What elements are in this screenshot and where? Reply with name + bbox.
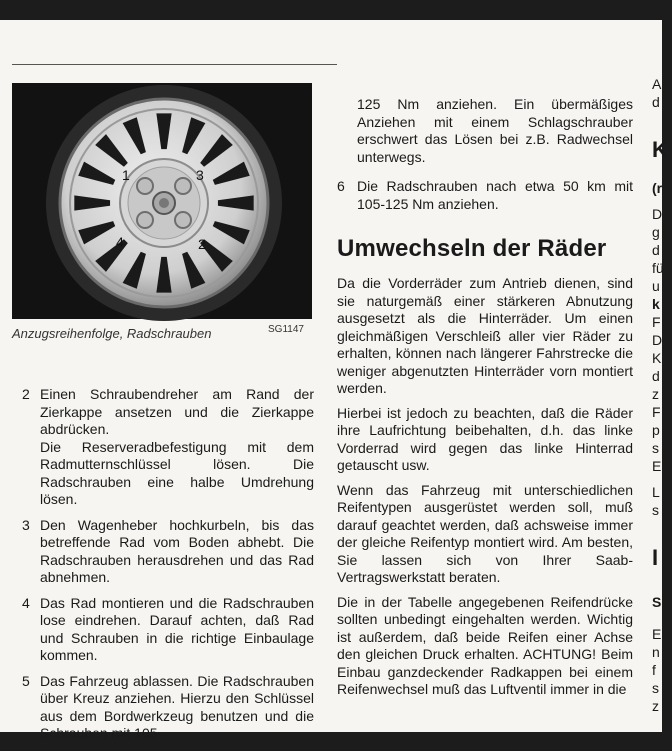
edge-letter: s: [652, 502, 659, 518]
paragraph: Wenn das Fahrzeug mit unterschiedlichen Reifentypen ausgerüstet werden soll, muß darauf geachtet werden, daß achsweise immer der gleiche Reifentyp montiert wird. Am besten, Sie lassen sich von Ihrer Saab-Vertragswerkstatt beraten.: [337, 481, 633, 585]
edge-letter: fü: [652, 260, 664, 276]
left-steps: [22, 386, 314, 751]
paragraph: Da die Vorderräder zum Antrieb dienen, sind sie naturgemäß einer stärkeren Abnutzung ausgesetzt als die Hinterräder. Um einen gleichmäßigen Verschleiß aller vier Räder zu erhalten, können nach längerer Fahrstrecke die weniger abgenutzten Hinterräder vorn montiert werden.: [337, 275, 633, 396]
bolt-label-3: 3: [196, 167, 204, 183]
step-number: 3: [22, 516, 30, 533]
header-rule: [12, 64, 337, 65]
wheel-photo: [12, 83, 312, 319]
edge-letter: d: [652, 368, 660, 384]
edge-letter: S: [652, 594, 662, 610]
edge-letter: s: [652, 680, 659, 696]
edge-letter: D: [652, 206, 663, 222]
bolt-label-1: 1: [122, 167, 130, 183]
step-continuation: [337, 96, 633, 166]
edge-letter: F: [652, 314, 661, 330]
figure-caption: Anzugsreihenfolge, Radschrauben: [12, 326, 212, 341]
section-heading: Umwechseln der Räder: [337, 235, 607, 262]
step-text: Das Fahrzeug ablassen. Die Radschrauben über Kreuz anziehen. Hierzu den Schlüssel aus dem Bordwerkzeug benutzen und die Schrauben mit 105-: [40, 672, 314, 741]
bolt-label-4: 4: [116, 234, 124, 250]
edge-letter: s: [652, 440, 659, 456]
step-number: 2: [22, 386, 30, 402]
step-number: 6: [337, 178, 345, 194]
step-item: [22, 673, 314, 743]
edge-letter: (r: [652, 180, 663, 196]
step-item: [22, 386, 314, 509]
paragraph: Die in der Tabelle angegebenen Reifendrücke sollten unbedingt eingehalten werden. Wichtig ist außerdem, daß beide Reifen einer Achse den gleichen Druck erhalten. ACHTUNG! Beim Einbau ganzdeckender Radkappen bei einem Reifenwechsel muß das Luftventil immer in die: [337, 593, 633, 697]
edge-letter: g: [652, 224, 660, 240]
edge-letter: L: [652, 484, 660, 500]
edge-letter: K: [652, 350, 662, 366]
bolt-label-2: 2: [198, 236, 206, 252]
edge-letter: n: [652, 644, 660, 660]
edge-letter: E: [652, 626, 662, 642]
edge-letter: k: [652, 296, 660, 312]
edge-letter: z: [652, 698, 659, 714]
edge-letter: F: [652, 404, 661, 420]
step-item: [22, 517, 314, 587]
right-column: [337, 96, 633, 706]
edge-letter: K: [652, 137, 668, 162]
step-item: [22, 595, 314, 665]
step-text: Die Radschrauben nach etwa 50 km mit 105-125 Nm anziehen.: [357, 178, 633, 212]
edge-letter: d: [652, 94, 660, 110]
step-number: 4: [22, 594, 30, 611]
step-text: Den Wagenheber hochkurbeln, bis das betreffende Rad vom Boden abhebt. Die Radschrauben herausdrehen und das Rad abnehmen.: [40, 516, 314, 585]
edge-letter: f: [652, 662, 656, 678]
paragraph: Hierbei ist jedoch zu beachten, daß die Räder ihre Laufrichtung beibehalten, d.h. das linke Vorderrad wird gegen das linke Hinterrad getauscht usw.: [337, 404, 633, 473]
edge-letter: E: [652, 458, 662, 474]
edge-letter: D: [652, 332, 663, 348]
step-text: 125 Nm anziehen. Ein übermäßiges Anziehen mit einem Schlagschrauber erschwert das Lösen bei z.B. Radwechsel unterwegs.: [357, 96, 633, 165]
figure-code: SG1147: [268, 324, 304, 335]
edge-letter: A: [652, 76, 662, 92]
edge-letter: p: [652, 422, 660, 438]
edge-letter: I: [652, 545, 659, 570]
step-text: Das Rad montieren und die Radschrauben lose eindrehen. Darauf achten, daß Rad und Schrauben in die richtige Einbaulage kommen.: [40, 594, 314, 663]
edge-letter: u: [652, 278, 660, 294]
edge-letter: d: [652, 242, 660, 258]
manual-page: [0, 20, 668, 741]
step-number: 5: [22, 672, 30, 689]
step-item: [337, 178, 633, 213]
edge-letter: z: [652, 386, 659, 402]
step-text: Einen Schraubendreher am Rand der Zierkappe ansetzen und die Zierkappe abdrücken. Die Reserveradbefestigung mit dem Radmutternschlüssel lösen. Die Radschrauben eine halbe Umdrehung lösen.: [40, 386, 314, 507]
